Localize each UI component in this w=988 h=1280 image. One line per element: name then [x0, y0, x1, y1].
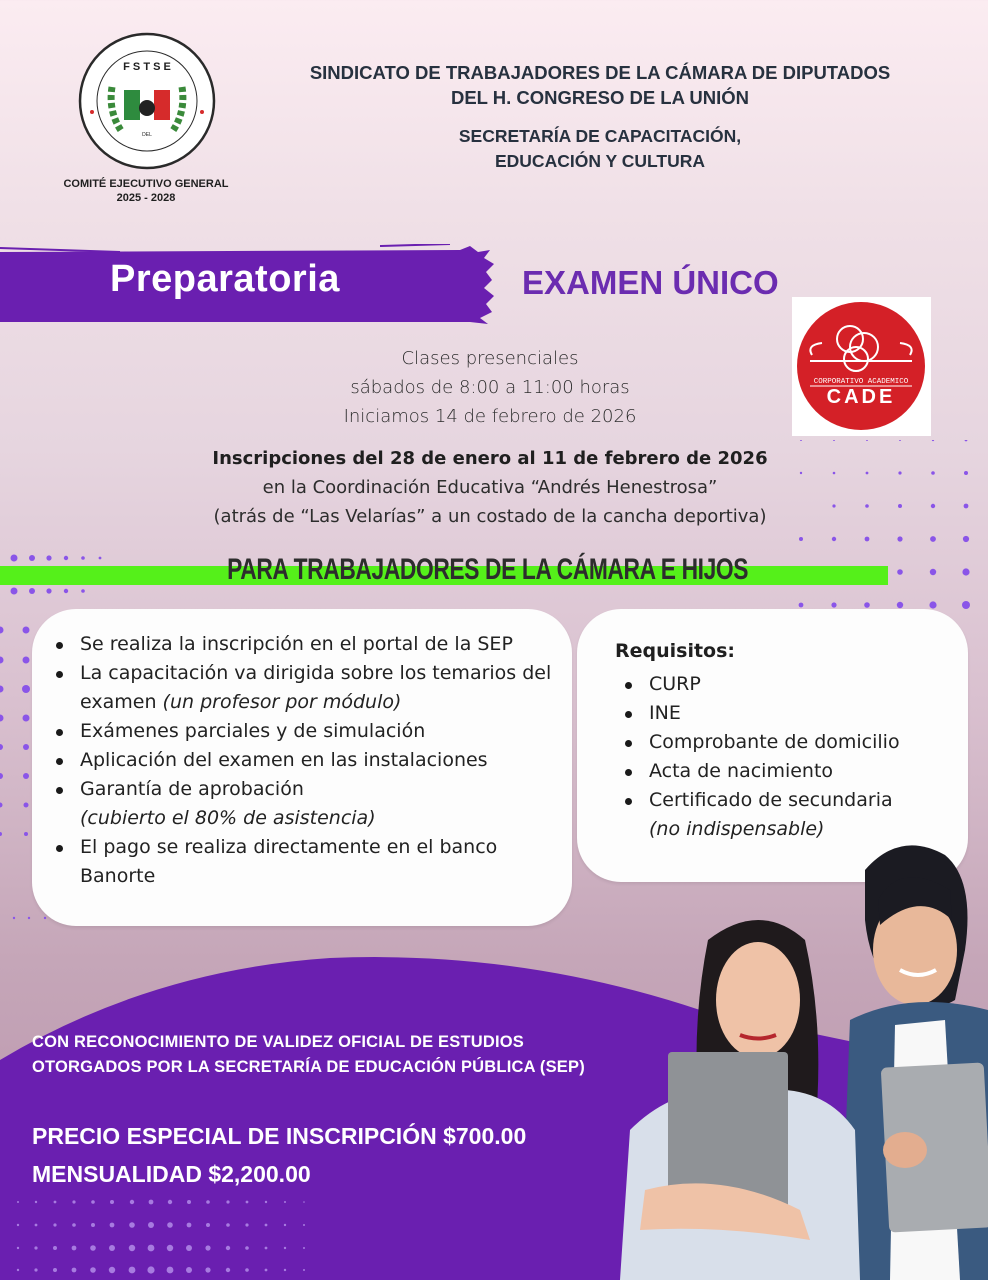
schedule-block: [160, 344, 820, 431]
requirements-title: Requisitos:: [615, 640, 736, 662]
requirement-item: INE: [601, 699, 968, 728]
validity-line2: OTORGADOS POR LA SECRETARÍA DE EDUCACIÓN PÚBLICA (SEP): [32, 1058, 585, 1076]
registration-price: PRECIO ESPECIAL DE INSCRIPCIÓN $700.00: [32, 1123, 527, 1149]
feature-item: Aplicación del examen en las instalaciones: [32, 746, 572, 775]
monthly-price: MENSUALIDAD $2,200.00: [32, 1161, 311, 1187]
svg-text:DEL: DEL: [142, 132, 152, 138]
audience-title: PARA TRABAJADORES DE LA CÁMARA E HIJOS: [227, 553, 749, 586]
cade-logo-caption: CORPORATIVO ACADEMICO: [813, 378, 909, 386]
secretariat-line1: SECRETARÍA DE CAPACITACIÓN,: [458, 126, 742, 146]
union-name-line1: SINDICATO DE TRABAJADORES DE LA CÁMARA DE DIPUTADOS: [309, 62, 891, 83]
students-photo: [600, 830, 988, 1280]
cade-logo-wordmark: CADE: [826, 386, 896, 408]
feature-item: La capacitación va dirigida sobre los temarios del examen (un profesor por módulo): [32, 659, 572, 717]
features-list: [32, 609, 572, 891]
requirement-item: Comprobante de domicilio: [601, 728, 968, 757]
registration-place-detail: (atrás de “Las Velarías” a un costado de la cancha deportiva): [213, 506, 767, 527]
committee-label: [40, 177, 252, 205]
feature-item: Se realiza la inscripción en el portal de la SEP: [32, 630, 572, 659]
svg-text:F S T S E: F S T S E: [123, 61, 171, 73]
committee-period: 2025 - 2028: [116, 192, 176, 204]
validity-statement: [32, 1030, 652, 1080]
committee-name: COMITÉ EJECUTIVO GENERAL: [63, 178, 229, 190]
requirement-item: Acta de nacimiento: [601, 757, 968, 786]
schedule-modality: Clases presenciales: [401, 348, 579, 369]
requirement-item: Certificado de secundaria (no indispensable): [601, 786, 968, 844]
secretariat-line2: EDUCACIÓN Y CULTURA: [494, 151, 705, 171]
feature-item: Exámenes parciales y de simulación: [32, 717, 572, 746]
registration-block: [140, 444, 840, 531]
organization-header: [262, 60, 938, 174]
feature-item: El pago se realiza directamente en el banco Banorte: [32, 833, 572, 891]
program-title: Preparatoria: [110, 258, 340, 300]
schedule-start-date: Iniciamos 14 de febrero de 2026: [343, 406, 637, 427]
requirements-list: [577, 662, 968, 844]
union-seal-logo: [78, 32, 216, 170]
exam-subtitle: EXAMEN ÚNICO: [522, 264, 779, 301]
schedule-hours: sábados de 8:00 a 11:00 horas: [350, 377, 630, 398]
registration-dates: Inscripciones del 28 de enero al 11 de febrero de 2026: [212, 448, 768, 469]
features-card: [32, 609, 572, 926]
union-name-line2: DEL H. CONGRESO DE LA UNIÓN: [450, 87, 750, 108]
validity-line1: CON RECONOCIMIENTO DE VALIDEZ OFICIAL DE ESTUDIOS: [32, 1033, 524, 1051]
registration-place: en la Coordinación Educativa “Andrés Henestrosa”: [262, 477, 718, 498]
requirement-item: CURP: [601, 670, 968, 699]
feature-item: Garantía de aprobación (cubierto el 80% de asistencia): [32, 775, 572, 833]
